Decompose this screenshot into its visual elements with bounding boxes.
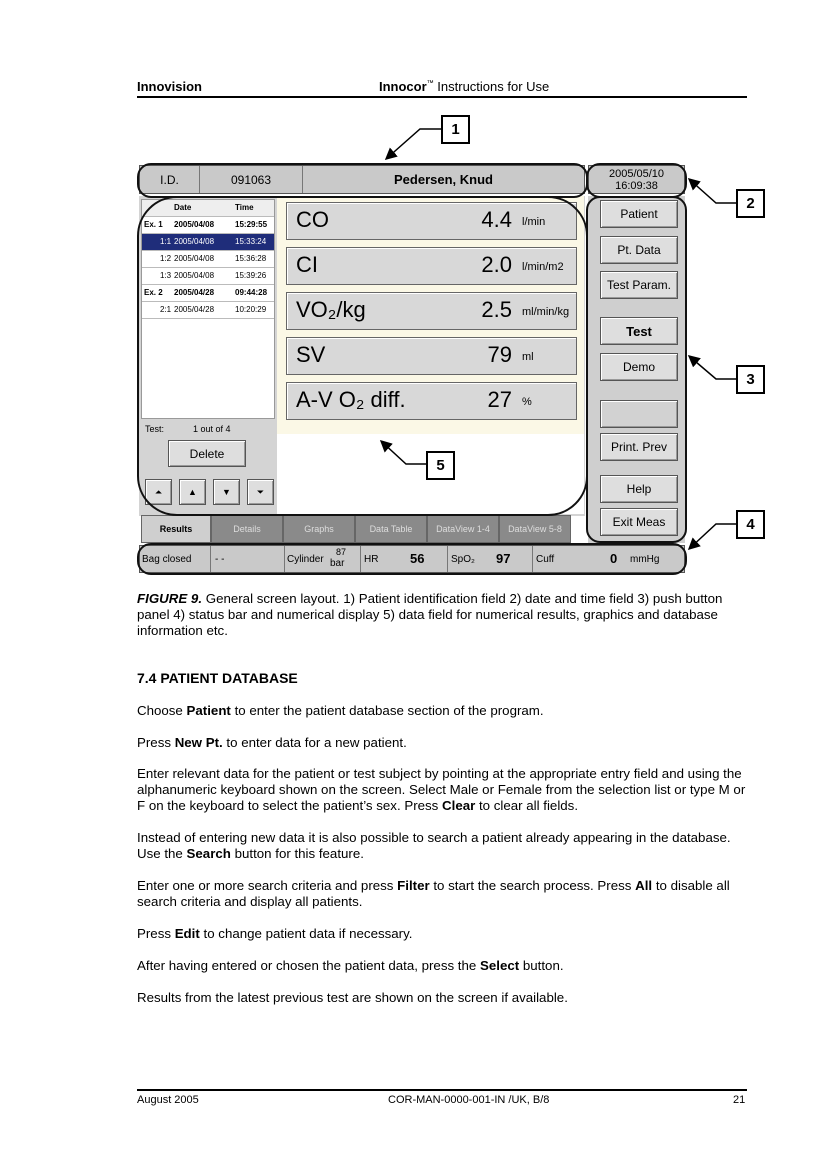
- paragraph-3: Enter relevant data for the patient or test subject by pointing at the appropriate entry field and using the alphanumeric keyboard shown on the screen. Select Male or Female from the selection list or type M or F on the keyboard to select the patient’s sex. Press Clear to clear all fields.: [137, 766, 746, 813]
- test-label: Test:: [145, 424, 165, 434]
- header-title: Innocor™ Instructions for Use: [379, 79, 550, 94]
- page-number: 21: [733, 1094, 746, 1106]
- row-time: 15:39:26: [235, 271, 267, 280]
- header-company: Innovision: [137, 79, 202, 94]
- tab-dataview-1-4[interactable]: DataView 1-4: [427, 515, 499, 543]
- first-button[interactable]: ⏶: [145, 479, 172, 505]
- tab-graphs[interactable]: Graphs: [283, 515, 355, 543]
- tab-results[interactable]: Results: [141, 515, 211, 543]
- measurement-label: A-V O₂ diff.: [296, 387, 406, 412]
- callout-1: 1: [441, 115, 470, 144]
- cuff-label: Cuff: [536, 554, 555, 565]
- cuff-unit: mmHg: [630, 554, 660, 565]
- hr-value: 56: [410, 551, 425, 566]
- cylinder-unit: bar: [330, 558, 345, 569]
- id-label: I.D.: [140, 166, 200, 193]
- cuff-value: 0: [610, 551, 618, 566]
- paragraph-4: Instead of entering new data it is also possible to search a patient already appearing in the database. Use the Search button for this feature.: [137, 830, 731, 861]
- row-date: 2005/04/08: [174, 237, 215, 246]
- measurement-value: 4.4: [481, 207, 512, 232]
- patient-name: Pedersen, Knud: [394, 172, 493, 187]
- row-index: 1:1: [160, 237, 172, 246]
- paragraph-2: Press New Pt. to enter data for a new patient.: [137, 735, 407, 750]
- row-index: Ex. 2: [144, 288, 163, 297]
- spo2-value: 97: [496, 551, 511, 566]
- row-date: 2005/04/28: [174, 305, 215, 314]
- col-header-date: Date: [174, 203, 192, 212]
- callout-5: 5: [426, 451, 455, 480]
- measurement-unit: l/min: [522, 216, 546, 228]
- demo-button[interactable]: Demo: [600, 353, 678, 381]
- measurement-label: VO₂/kg: [296, 297, 366, 322]
- footer-doc-id: COR-MAN-0000-001-IN /UK, B/8: [388, 1094, 550, 1106]
- print-prev-button[interactable]: Print. Prev: [600, 433, 678, 461]
- measurement-unit: ml/min/kg: [522, 306, 570, 318]
- row-index: 1:2: [160, 254, 172, 263]
- paragraph-5: Enter one or more search criteria and press Filter to start the search process. Press All to disable all search criteria and display all patients.: [137, 878, 730, 909]
- patient-button[interactable]: Patient: [600, 200, 678, 228]
- measurement-value: 79: [487, 342, 512, 367]
- row-index: 1:3: [160, 271, 172, 280]
- row-time: 09:44:28: [235, 288, 268, 297]
- measurement-label: CI: [296, 252, 318, 277]
- exit-meas-button[interactable]: Exit Meas: [600, 508, 678, 536]
- pt-data-button[interactable]: Pt. Data: [600, 236, 678, 264]
- measurement-unit: l/min/m2: [522, 261, 564, 273]
- id-value: 091063: [200, 166, 303, 193]
- callout-2: 2: [736, 189, 765, 218]
- hr-label: HR: [364, 554, 379, 565]
- tab-dataview-5-8[interactable]: DataView 5-8: [499, 515, 571, 543]
- bag-status: Bag closed: [142, 554, 192, 565]
- measurement-label: CO: [296, 207, 329, 232]
- figure-caption: FIGURE 9. General screen layout. 1) Patient identification field 2) date and time field 3) push button panel 4) status bar and numerical display 5) data field for numerical results, graphics and database information etc.: [137, 591, 723, 638]
- up-button[interactable]: ▲: [179, 479, 206, 505]
- section-title: 7.4 PATIENT DATABASE: [137, 670, 298, 686]
- row-time: 15:33:24: [235, 237, 267, 246]
- cylinder-label: Cylinder: [287, 554, 324, 565]
- tab-details[interactable]: Details: [211, 515, 283, 543]
- help-button[interactable]: Help: [600, 475, 678, 503]
- measurement-unit: ml: [522, 351, 534, 363]
- tab-data-table[interactable]: Data Table: [355, 515, 427, 543]
- measurement-value: 27: [487, 387, 512, 412]
- row-date: 2005/04/08: [174, 220, 215, 229]
- measurement-value: 2.5: [481, 297, 512, 322]
- date-value: 2005/05/10: [608, 167, 665, 180]
- row-date: 2005/04/28: [174, 288, 215, 297]
- paragraph-7: After having entered or chosen the patient data, press the Select button.: [137, 958, 564, 973]
- paragraph-8: Results from the latest previous test are shown on the screen if available.: [137, 990, 568, 1005]
- footer-date: August 2005: [137, 1094, 199, 1106]
- last-button[interactable]: ⏷: [247, 479, 274, 505]
- measurement-unit: %: [522, 396, 532, 408]
- row-date: 2005/04/08: [174, 271, 215, 280]
- row-index: Ex. 1: [144, 220, 163, 229]
- col-header-time: Time: [235, 203, 254, 212]
- measurement-value: 2.0: [481, 252, 512, 277]
- row-time: 15:29:55: [235, 220, 268, 229]
- callout-4: 4: [736, 510, 765, 539]
- footer-rule: [137, 1089, 747, 1091]
- paragraph-6: Press Edit to change patient data if necessary.: [137, 926, 413, 941]
- row-time: 15:36:28: [235, 254, 267, 263]
- delete-button[interactable]: Delete: [168, 440, 246, 467]
- time-value: 16:09:38: [615, 179, 658, 192]
- test-button[interactable]: Test: [600, 317, 678, 345]
- test-count: 1 out of 4: [193, 424, 231, 434]
- row-time: 10:20:29: [235, 305, 267, 314]
- cylinder-value: 87: [336, 547, 347, 557]
- down-button[interactable]: ▼: [213, 479, 240, 505]
- measurement-label: SV: [296, 342, 326, 367]
- test-param-button[interactable]: Test Param.: [600, 271, 678, 299]
- paragraph-1: Choose Patient to enter the patient database section of the program.: [137, 703, 544, 718]
- callout-3: 3: [736, 365, 765, 394]
- row-index: 2:1: [160, 305, 172, 314]
- spo2-label: SpO₂: [451, 554, 475, 565]
- status-dash: - -: [215, 554, 225, 565]
- row-date: 2005/04/08: [174, 254, 215, 263]
